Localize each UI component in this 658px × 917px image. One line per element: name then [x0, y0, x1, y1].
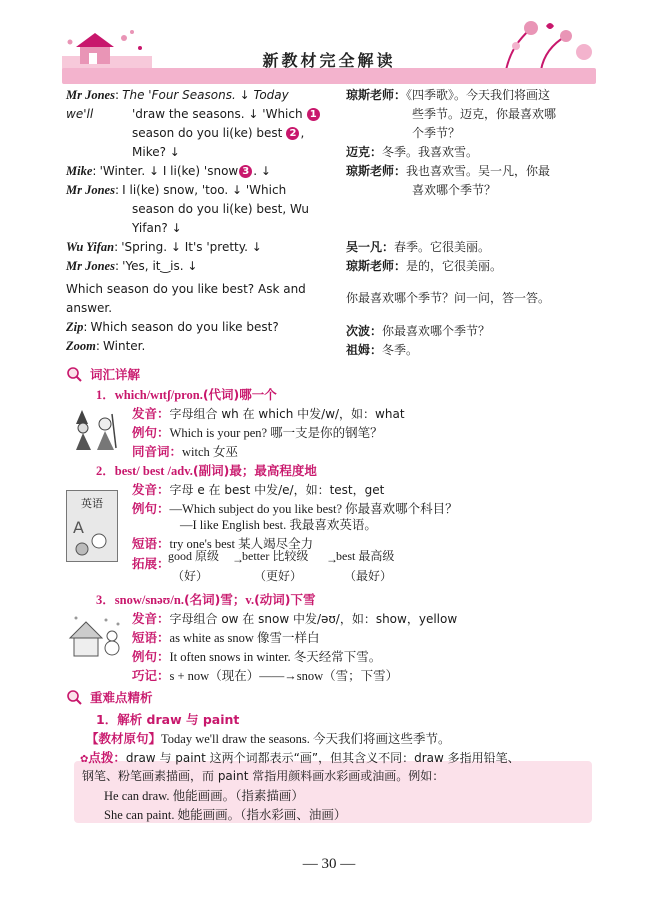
- vocab-item-title: 1．which/wɪtʃ/pron.(代词)哪一个: [96, 387, 277, 402]
- dialog-line: Mike: 'Winter. ↓ I li(ke) 'snow 3 . ↓: [66, 164, 271, 178]
- example-row-2: —I like English best. 我最喜欢英语。: [180, 518, 377, 532]
- dialog-cn-line: 琼斯老师：是的，它很美丽。: [346, 259, 503, 273]
- tip-line: ✿点拨：draw 与 paint 这两个词都表示“画”，但其含义不同：draw 多指用铅笔、: [80, 750, 520, 765]
- english-book-illustration: 英语 A: [66, 490, 118, 562]
- dialog-cn-line: 些季节。迈克，你最喜欢哪: [412, 107, 557, 121]
- dialog-cn-line: 次波：你最喜欢哪个季节？: [346, 324, 491, 338]
- dialog-line: season do you li(ke) best 2 ,: [132, 126, 305, 140]
- extension-better: better 比较级: [242, 549, 309, 563]
- vocab-item-title: 3．snow/snəʊ/n.(名词)雪；v.(动词)下雪: [96, 592, 316, 607]
- dialog-line: Mr Jones: The 'Four Seasons. ↓ Today we'll: [66, 88, 289, 121]
- phrase-row: 短语：as white as snow 像雪一样白: [132, 630, 320, 645]
- example-row: 例句：—Which subject do you like best? 你最喜欢哪个科目？: [132, 501, 458, 516]
- phrase-row: 短语：try one's best 某人竭尽全力: [132, 536, 314, 551]
- letters-decoration-icon: [67, 511, 117, 561]
- extension-best-cn: （最好）: [344, 569, 393, 583]
- marker-2: 2: [286, 127, 299, 140]
- pronunciation-row: 发音：字母组合 wh 在 which 中发/w/，如：what: [132, 406, 405, 421]
- arrow-icon: →: [232, 552, 244, 566]
- page-number: — 30 —: [302, 856, 356, 872]
- dialog-line: Mr Jones: I li(ke) snow, 'too. ↓ 'Which: [66, 183, 287, 197]
- vocab-section-heading: 词汇详解: [66, 365, 140, 383]
- dialog-cn-line: 吴一凡：春季。它很美丽。: [346, 240, 491, 254]
- dialog-line: Mike? ↓: [132, 145, 180, 159]
- vocab-item-title: 2．best/ best /adv.(副词)最；最高程度地: [96, 463, 317, 478]
- memory-tip-row: 巧记：s + now（现在）——→snow（雪；下雪）: [132, 668, 399, 683]
- marker-3: 3: [239, 165, 252, 178]
- tip-example: She can paint. 她能画画。（指水彩画、油画）: [104, 808, 347, 822]
- svg-text:A: A: [73, 518, 84, 537]
- key-point-title: 1．解析 draw 与 paint: [96, 712, 240, 727]
- dialog-cn-line: 迈克：冬季。我喜欢雪。: [346, 145, 479, 159]
- dialog-line: Yifan? ↓: [132, 221, 182, 235]
- header-title: 新教材完全解读: [262, 51, 396, 70]
- extension-good: good 原级: [168, 549, 220, 563]
- dialog-line: answer.: [66, 301, 113, 315]
- dialog-cn-line: 你最喜欢哪个季节？问一问，答一答。: [346, 291, 551, 305]
- tip-line: 钢笔、粉笔画素描画，而 paint 常指用颜料画水彩画或油画。例如：: [82, 769, 445, 783]
- snow-house-illustration-icon: [66, 614, 124, 662]
- dialog-line: 'draw the seasons. ↓ 'Which 1: [132, 105, 321, 124]
- dialog-cn-line: 个季节？: [412, 126, 461, 140]
- magnifier-icon: [66, 689, 86, 705]
- tip-example: He can draw. 他能画画。（指素描画）: [104, 789, 304, 803]
- dialog-line: Which season do you like best? Ask and: [66, 282, 306, 296]
- example-row: 例句：It often snows in winter. 冬天经常下雪。: [132, 649, 382, 664]
- magnifier-icon: [66, 366, 86, 382]
- dialog-line: Zip: Which season do you like best?: [66, 320, 279, 334]
- extension-better-cn: （更好）: [254, 569, 303, 583]
- arrow-icon: →: [326, 552, 338, 566]
- extension-row: 拓展：: [132, 556, 170, 571]
- dialog-cn-line: 琼斯老师：《四季歌》。今天我们将画这: [346, 88, 551, 102]
- key-points-section-heading: 重难点精析: [66, 688, 153, 706]
- dialog-cn-line: 琼斯老师：我也喜欢雪。吴一凡，你最: [346, 164, 551, 178]
- dialog-cn-line: 喜欢哪个季节？: [412, 183, 497, 197]
- homophone-row: 同音词：witch 女巫: [132, 444, 238, 459]
- dialog-cn-line: 祖姆：冬季。: [346, 343, 419, 357]
- page-header: [62, 18, 596, 88]
- dialog-line: Wu Yifan: 'Spring. ↓ It's 'pretty. ↓: [66, 240, 262, 254]
- witch-illustration-icon: [72, 406, 120, 452]
- example-row: 例句：Which is your pen? 哪一支是你的钢笔？: [132, 425, 383, 440]
- dialog-line: Mr Jones: 'Yes, it‿is. ↓: [66, 259, 198, 273]
- textbook-sentence: 【教材原句】Today we'll draw the seasons. 今天我们将画这些季节。: [86, 731, 451, 746]
- extension-best: best 最高级: [336, 549, 395, 563]
- pronunciation-row: 发音：字母组合 ow 在 snow 中发/əʊ/，如：show，yellow: [132, 611, 458, 626]
- dialog-line: Zoom: Winter.: [66, 339, 146, 353]
- extension-good-cn: （好）: [172, 569, 209, 583]
- dialog-line: season do you li(ke) best, Wu: [132, 202, 310, 216]
- tip-bullet-icon: ✿: [80, 754, 89, 765]
- marker-1: 1: [307, 108, 320, 121]
- pronunciation-row: 发音：字母 e 在 best 中发/e/，如：test，get: [132, 482, 385, 497]
